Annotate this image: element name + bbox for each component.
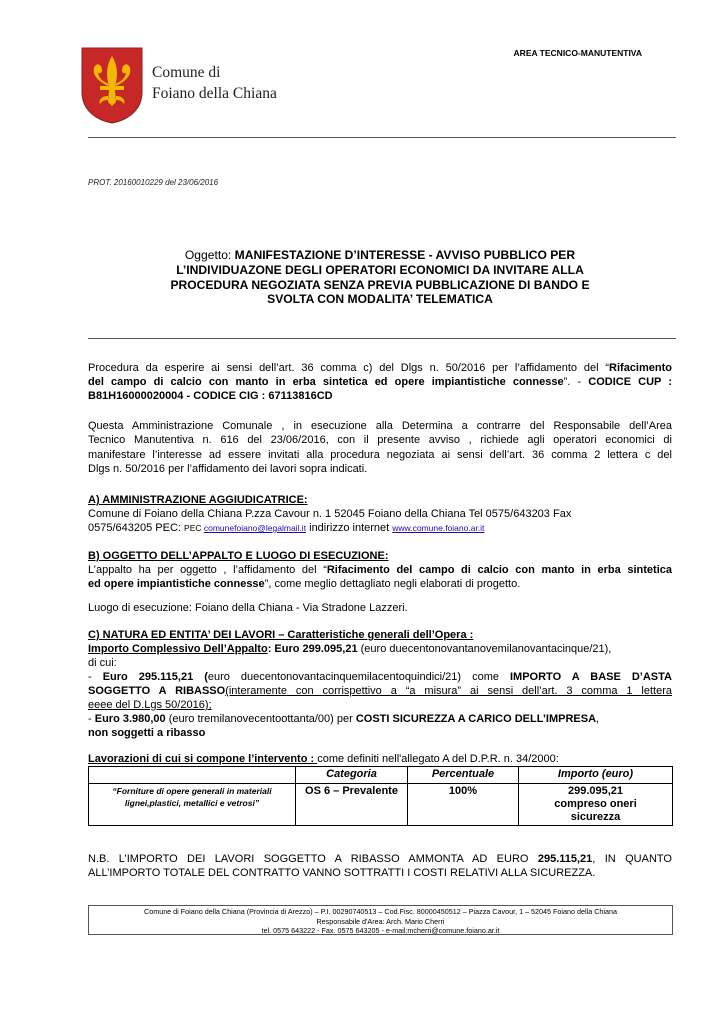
comune-coat-of-arms-logo [80,46,144,124]
section-b-line: L’appalto ha per oggetto , l’affidamento del “Rifacimento del campo di calcio con manto in erba sintetica [88,564,672,576]
section-a-address: Comune di Foiano della Chiana P.zza Cavour n. 1 52045 Foiano della Chiana Tel 0575/643203 Fax [88,508,572,520]
nb-line: N.B. L’IMPORTO DEI LAVORI SOGGETTO A RIBASSO AMMONTA AD EURO 295.115,21, IN QUANTO [88,853,672,865]
procedure-codes: B81H16000020004 - CODICE CIG : 67113816CD [88,390,333,402]
subject-line: PROCEDURA NEGOZIATA SENZA PREVIA PUBBLICAZIONE DI BANDO E [170,277,590,292]
area-label: AREA TECNICO-MANUTENTIVA [513,48,642,58]
table-row [89,784,673,826]
footer-line: Responsabile d'Area: Arch. Mario Cherri [316,916,445,926]
section-a-contacts: 0575/643205 PEC: PEC comunefoiano@legalmail.it indirizzo internet www.comune.foiano.ar.it [88,522,485,534]
work-amount: 299.095,21 compreso oneri sicurezza [519,784,673,826]
subject-line: SVOLTA CON MODALITA’ TELEMATICA [267,292,493,307]
website-link[interactable]: www.comune.foiano.ar.it [392,523,485,533]
subject-label: Oggetto: [184,248,235,262]
section-c-title: C) NATURA ED ENTITA’ DEI LAVORI – Caratteristiche generali dell’Opera : [88,629,474,641]
intro-paragraph-line: manifestare l’interesse ad essere invitati alla procedura negoziata ai sensi dell’art. 36 comma 2 lettera c del [88,449,672,461]
subject-block [120,248,640,307]
total-amount: Importo Complessivo Dell’Appalto: Euro 299.095,21 (euro duecentonovantanovemilanovantacinque/21), [88,643,612,655]
header-divider [88,137,676,138]
amount-a-line: - Euro 295.115,21 (euro duecentonovantacinquemilacentoquindici/21) come IMPORTO A BASE D’ASTA [88,671,672,683]
works-title: Lavorazioni di cui si compone l’intervento : come definiti nell'allegato A del D.P.R. n. 34/2000: [88,753,559,765]
table-header-cell: Percentuale [408,767,519,784]
amount-b-note: non soggetti a ribasso [88,727,206,739]
subject-line: L’INDIVIDUAZONE DEGLI OPERATORI ECONOMICI DA INVITARE ALLA [176,262,584,277]
procedure-line: del campo di calcio con manto in erba sintetica ed opere impiantistiche connesse”. - CODICE CUP : [88,376,672,388]
intro-paragraph-line: Dlgs n. 50/2016 per l’affidamento dei lavori sopra indicati. [88,463,368,475]
section-a-title: A) AMMINISTRAZIONE AGGIUDICATRICE: [88,494,308,506]
work-percentage: 100% [408,784,519,826]
amount-b-line: - Euro 3.980,00 (euro tremilanovecentoottanta/00) per COSTI SICUREZZA A CARICO DELL’IMPRESA, [88,713,600,725]
intro-paragraph-line: Questa Amministrazione Comunale , in esecuzione alla Determina a contrarre del Responsabile dell’Area [88,420,672,432]
nb-line: ALL’IMPORTO TOTALE DEL CONTRATTO VANNO SOTTRATTI I COSTI RELATIVI ALLA SICUREZZA. [88,867,596,879]
work-category: OS 6 – Prevalente [296,784,408,826]
table-header-cell: Categoria [296,767,408,784]
work-description: “Forniture di opere generali in materiali lignei,plastici, metallici e vetrosi” [89,784,296,826]
protocol-number: PROT. 20160010229 del 23/06/2016 [88,178,219,187]
comune-name-line1: Comune di [152,64,221,81]
intro-paragraph-line: Tecnico Manutentiva n. 616 del 23/06/2016, con il presente avviso , richiede agli operatori economici di [88,434,672,446]
table-header-cell: Importo (euro) [519,767,673,784]
amount-a-line: SOGGETTO A RIBASSO(interamente con corrispettivo a “a misura” ai sensi dell’art. 3 comma 1 lettera [88,685,672,697]
subject-line: MANIFESTAZIONE D’INTERESSE - AVVISO PUBBLICO PER [234,248,576,262]
pec-email-link[interactable]: comunefoiano@legalmail.it [203,523,307,533]
subject-divider [88,338,676,339]
footer-line: tel. 0575 643222 - Fax. 0575 643205 - e-mail:mcherri@comune.foiano.ar.it [261,926,500,936]
procedure-line: Procedura da esperire ai sensi dell’art. 36 comma c) del Dlgs n. 50/2016 per l’affidamento del “Rifacimento [88,362,672,374]
works-table [88,766,673,826]
section-b-title: B) OGGETTO DELL’APPALTO E LUOGO DI ESECUZIONE: [88,550,389,562]
of-which-label: di cui: [88,657,117,669]
amount-a-line: eeee del D.Lgs 50/2016); [88,699,212,711]
comune-name-line2: Foiano della Chiana [152,85,277,102]
execution-place: Luogo di esecuzione: Foiano della Chiana - Via Stradone Lazzeri. [88,602,408,614]
footer [88,905,673,935]
table-header-cell [89,767,296,784]
footer-line: Comune di Foiano della Chiana (Provincia di Arezzo) – P.I. 00290740513 – Cod.Fisc. 80000450512 – Piazza Cavour, 1 – 52045 Foiano della Chiana [144,907,617,916]
section-b-line: ed opere impiantistiche connesse”, come meglio dettagliato negli elaborati di progetto. [88,578,521,590]
table-header-row [89,767,673,784]
